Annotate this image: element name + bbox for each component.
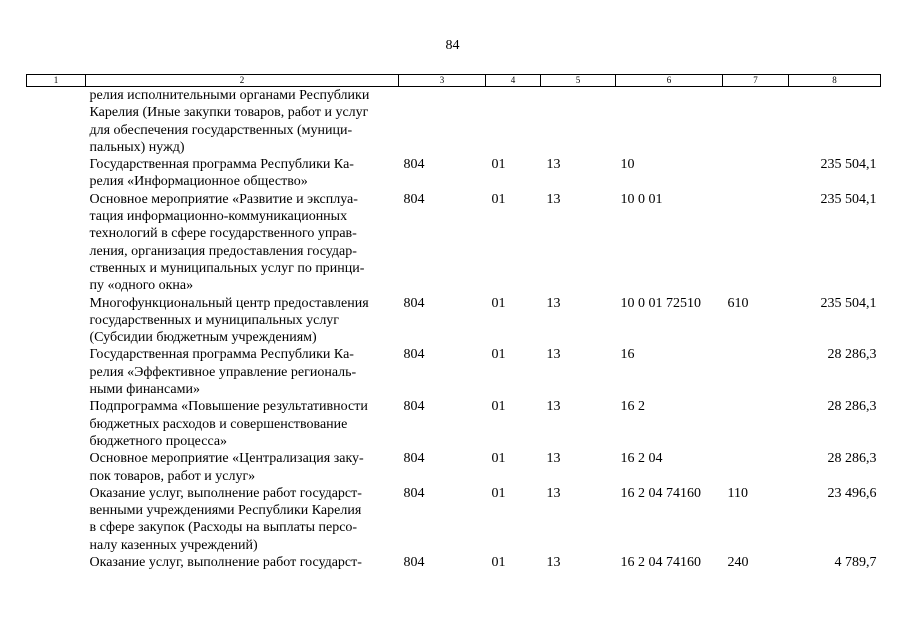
item-name-line: ственных и муниципальных услуг по принци-: [89, 260, 365, 276]
amount-cell: 28 286,3: [827, 451, 877, 467]
row-number-cell: [27, 346, 86, 398]
amount-cell: 235 504,1: [820, 191, 877, 207]
budget-table: [26, 74, 881, 571]
item-name-line: Оказание услуг, выполнение работ государст-: [89, 485, 362, 501]
row-number-cell: [27, 450, 86, 485]
item-name-line: венными учреждениями Республики Карелия: [89, 503, 362, 519]
subsection-cell: 13: [546, 485, 561, 501]
item-name-line: Основное мероприятие «Развитие и эксплуа-: [89, 191, 358, 207]
table-row: [27, 191, 881, 295]
item-name-line: релия исполнительными органами Республики: [89, 88, 370, 103]
code-cell: 804: [403, 451, 425, 467]
expense-type-cell: [723, 87, 789, 157]
target-article-cell: 10: [620, 157, 635, 173]
item-name-line: релия «Эффективное управление региональ-: [89, 364, 357, 380]
amount-cell: [789, 87, 881, 157]
row-number-cell: [27, 87, 86, 157]
column-number: 6: [616, 75, 723, 87]
item-name-line: Основное мероприятие «Централизация заку-: [89, 451, 364, 467]
column-number: 3: [399, 75, 486, 87]
expense-type-cell: 110: [727, 485, 748, 501]
section-cell: [486, 87, 541, 157]
subsection-cell: 13: [546, 399, 561, 415]
item-name-line: Многофункциональный центр предоставления: [89, 295, 369, 311]
item-name-line: бюджетных расходов и совершенствование: [89, 416, 348, 432]
target-article-cell: [616, 87, 723, 157]
expense-type-cell: [723, 450, 789, 485]
section-cell: 01: [491, 555, 506, 571]
amount-cell: 4 789,7: [834, 555, 877, 571]
item-name-cell: [86, 450, 399, 485]
item-name-cell: [86, 398, 399, 450]
item-name: [90, 156, 395, 191]
target-article-cell: 16 2 04: [620, 451, 663, 467]
target-article-cell: 16 2 04 74160: [620, 485, 701, 501]
column-number-row: [27, 75, 881, 87]
target-article-cell: 16 2 04 74160: [620, 555, 701, 571]
code-cell: 804: [403, 191, 425, 207]
item-name-cell: [86, 554, 399, 571]
table-row: [27, 485, 881, 554]
amount-cell: 235 504,1: [820, 295, 877, 311]
item-name-line: бюджетного процесса»: [89, 433, 228, 449]
code-cell: [399, 87, 486, 157]
item-name-line: Государственная программа Республики Ка-: [89, 347, 354, 363]
target-article-cell: 10 0 01: [620, 191, 663, 207]
amount-cell: 235 504,1: [820, 157, 877, 173]
item-name-line: для обеспечения государственных (муници-: [89, 122, 353, 138]
expense-type-cell: [723, 191, 789, 295]
item-name-cell: [86, 87, 399, 157]
item-name-line: государственных и муниципальных услуг: [89, 312, 340, 328]
column-number: 8: [789, 75, 881, 87]
page-number: 84: [445, 38, 460, 53]
row-number-cell: [27, 191, 86, 295]
table-row: [27, 398, 881, 450]
amount-cell: 23 496,6: [827, 485, 877, 501]
item-name: [90, 554, 395, 571]
item-name-line: Карелия (Иные закупки товаров, работ и услуг: [89, 105, 369, 121]
target-article-cell: 16: [620, 347, 635, 363]
item-name: [90, 295, 395, 347]
section-cell: 01: [491, 451, 506, 467]
code-cell: 804: [403, 399, 425, 415]
row-number-cell: [27, 554, 86, 571]
row-number-cell: [27, 295, 86, 347]
item-name-line: пок товаров, работ и услуг»: [89, 468, 256, 484]
section-cell: 01: [491, 485, 506, 501]
item-name-line: технологий в сфере государственного управ-: [89, 226, 357, 242]
item-name-line: ными финансами»: [89, 382, 200, 398]
item-name-cell: [86, 156, 399, 191]
item-name: [90, 450, 395, 485]
item-name-line: в сфере закупок (Расходы на выплаты персо-: [89, 520, 358, 536]
target-article-cell: 16 2: [620, 399, 645, 415]
item-name-line: Подпрограмма «Повышение результативности: [89, 399, 368, 415]
table-row: [27, 295, 881, 347]
item-name-cell: [86, 191, 399, 295]
subsection-cell: 13: [546, 451, 561, 467]
item-name-cell: [86, 485, 399, 554]
item-name-cell: [86, 346, 399, 398]
expense-type-cell: [723, 346, 789, 398]
item-name: [90, 346, 395, 398]
column-number: 1: [27, 75, 86, 87]
row-number-cell: [27, 485, 86, 554]
subsection-cell: 13: [546, 347, 561, 363]
amount-cell: 28 286,3: [827, 347, 877, 363]
item-name-line: налу казенных учреждений): [89, 537, 258, 553]
amount-cell: 28 286,3: [827, 399, 877, 415]
item-name: [90, 485, 395, 554]
item-name-line: ления, организация предоставления государ-: [89, 243, 357, 259]
section-cell: 01: [491, 191, 506, 207]
item-name-line: пу «одного окна»: [89, 278, 194, 294]
subsection-cell: 13: [546, 295, 561, 311]
subsection-cell: 13: [546, 157, 561, 173]
item-name-line: Оказание услуг, выполнение работ государст-: [89, 555, 362, 571]
section-cell: 01: [491, 295, 506, 311]
expense-type-cell: 240: [727, 555, 749, 571]
target-article-cell: 10 0 01 72510: [620, 295, 701, 311]
expense-type-cell: 610: [727, 295, 749, 311]
item-name-line: пальных) нужд): [89, 139, 185, 155]
subsection-cell: [541, 87, 616, 157]
column-number: 2: [86, 75, 399, 87]
table-row: [27, 554, 881, 571]
code-cell: 804: [403, 485, 425, 501]
code-cell: 804: [403, 555, 425, 571]
table-row: [27, 450, 881, 485]
item-name-cell: [86, 295, 399, 347]
item-name: [90, 191, 395, 295]
item-name-line: Государственная программа Республики Ка-: [89, 157, 354, 173]
item-name-line: (Субсидии бюджетным учреждениям): [89, 330, 317, 346]
subsection-cell: 13: [546, 555, 561, 571]
code-cell: 804: [403, 295, 425, 311]
table-row: [27, 346, 881, 398]
expense-type-cell: [723, 398, 789, 450]
row-number-cell: [27, 156, 86, 191]
item-name-line: тация информационно-коммуникационных: [89, 209, 348, 225]
section-cell: 01: [491, 347, 506, 363]
code-cell: 804: [403, 347, 425, 363]
item-name: [90, 398, 395, 450]
column-number: 4: [486, 75, 541, 87]
table-row: [27, 156, 881, 191]
column-number: 7: [723, 75, 789, 87]
section-cell: 01: [491, 399, 506, 415]
subsection-cell: 13: [546, 191, 561, 207]
table-row: [27, 87, 881, 157]
item-name-line: релия «Информационное общество»: [89, 174, 308, 190]
section-cell: 01: [491, 157, 506, 173]
row-number-cell: [27, 398, 86, 450]
code-cell: 804: [403, 157, 425, 173]
column-number: 5: [541, 75, 616, 87]
item-name: [90, 87, 395, 156]
expense-type-cell: [723, 156, 789, 191]
